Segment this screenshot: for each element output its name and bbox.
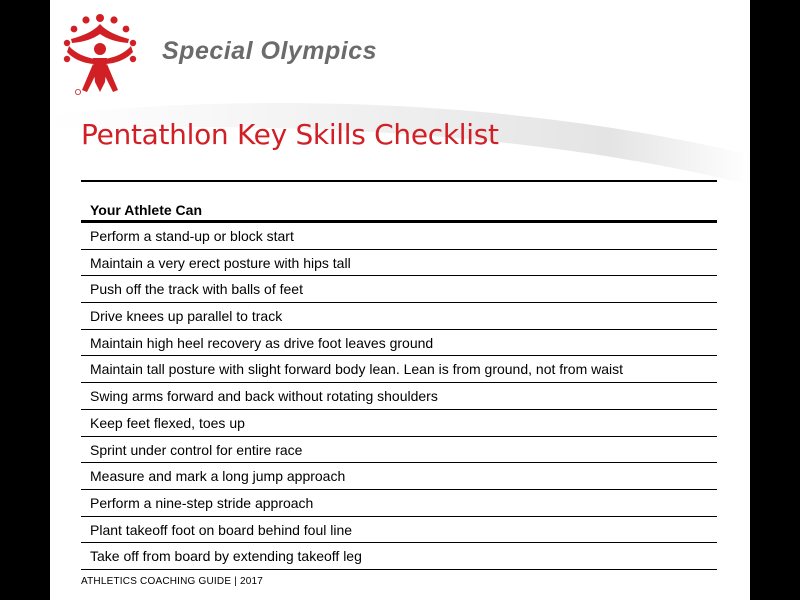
page-footer: ATHLETICS COACHING GUIDE | 2017 xyxy=(81,576,263,587)
table-row xyxy=(81,223,717,250)
table-row xyxy=(81,356,717,383)
row-label: Sprint under control for entire race xyxy=(90,441,303,458)
table-row xyxy=(81,250,717,277)
table-header xyxy=(81,182,717,223)
table-header-label: Your Athlete Can xyxy=(90,202,203,218)
table-row xyxy=(81,383,717,410)
row-label: Take off from board by extending takeoff leg xyxy=(90,548,362,565)
table-row xyxy=(81,276,717,303)
table-row xyxy=(81,437,717,464)
document-page xyxy=(50,0,750,600)
row-label: Maintain high heel recovery as drive foot leaves ground xyxy=(90,334,434,351)
row-label: Measure and mark a long jump approach xyxy=(90,468,346,485)
table-row xyxy=(81,463,717,490)
row-label: Keep feet flexed, toes up xyxy=(90,414,245,431)
table-row xyxy=(81,490,717,517)
row-label: Drive knees up parallel to track xyxy=(90,308,283,325)
special-olympics-logo-icon xyxy=(62,12,138,98)
table-row xyxy=(81,330,717,357)
row-label: Plant takeoff foot on board behind foul line xyxy=(90,521,353,538)
page-title: Pentathlon Key Skills Checklist xyxy=(81,118,499,151)
row-label: Perform a stand-up or block start xyxy=(90,228,294,244)
row-label: Push off the track with balls of feet xyxy=(90,281,303,298)
row-label: Maintain a very erect posture with hips tall xyxy=(90,254,351,271)
row-label: Swing arms forward and back without rotating shoulders xyxy=(90,388,438,405)
table-row xyxy=(81,517,717,544)
skills-checklist-table xyxy=(81,180,717,570)
table-row xyxy=(81,303,717,330)
table-row xyxy=(81,543,717,570)
row-label: Perform a nine-step stride approach xyxy=(90,494,314,511)
row-label: Maintain tall posture with slight forward body lean. Lean is from ground, not from waist xyxy=(90,361,624,378)
brand-name: Special Olympics xyxy=(162,37,378,65)
table-row xyxy=(81,410,717,437)
